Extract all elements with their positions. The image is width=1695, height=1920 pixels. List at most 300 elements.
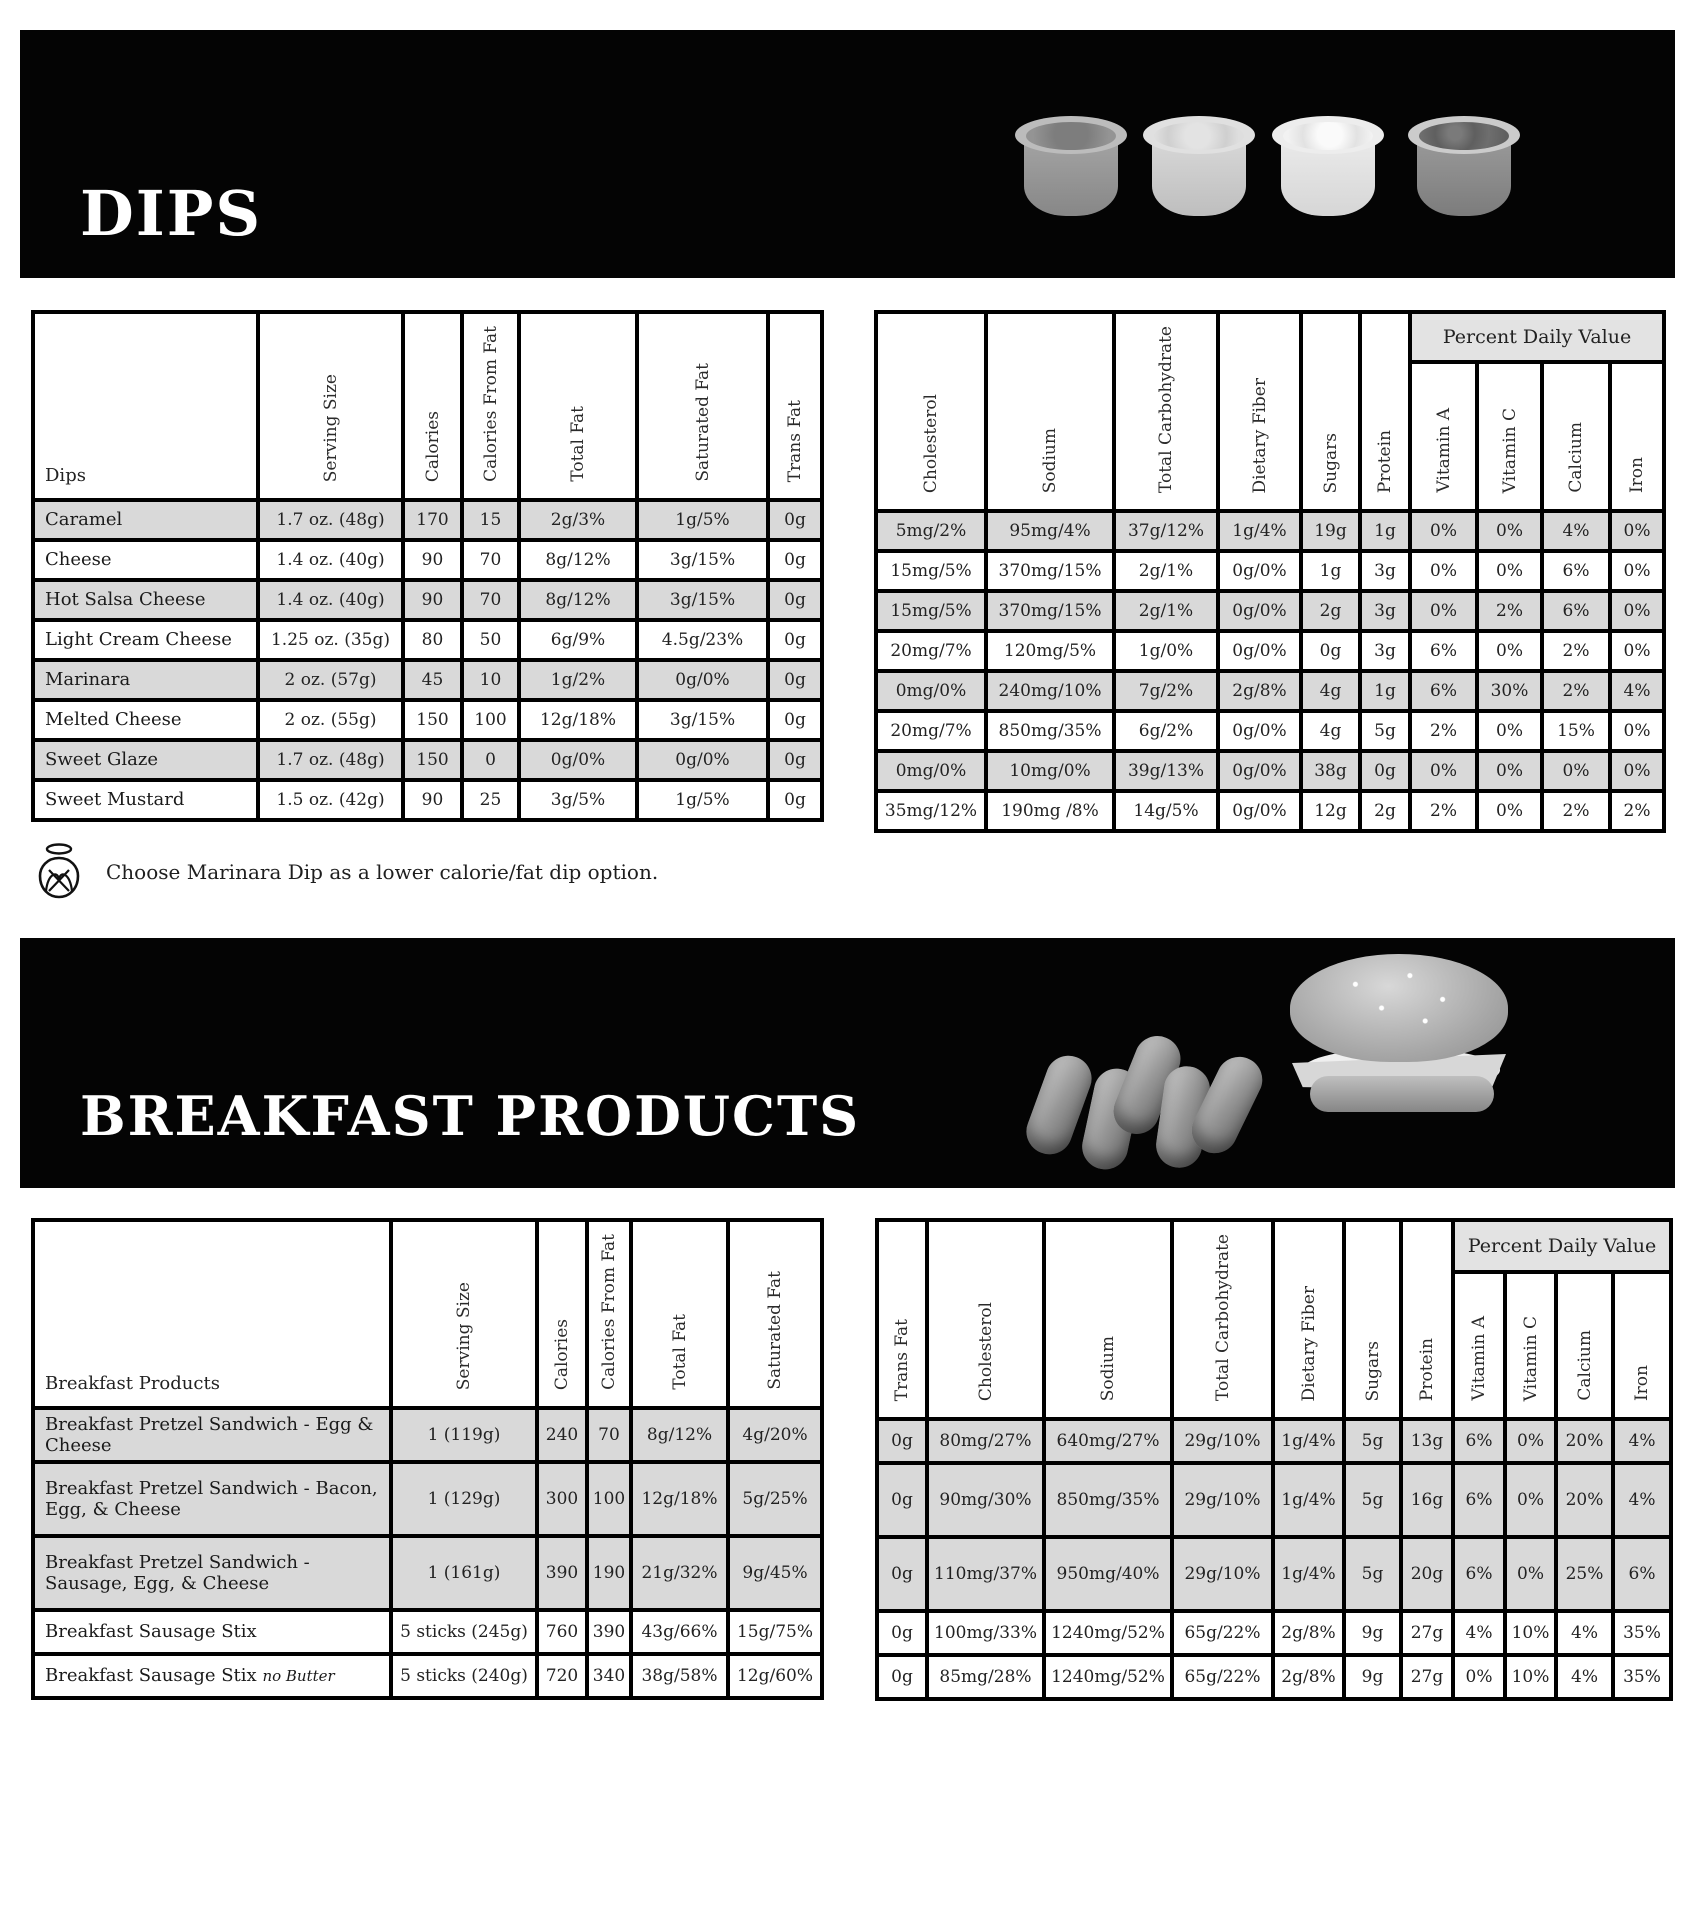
value-cell: 1g/0%: [1114, 631, 1218, 671]
value-cell: 6%: [1453, 1537, 1505, 1611]
breakfast-daily-values-table: [875, 1218, 1673, 1701]
sausage-stix-photo: [1036, 1034, 1304, 1164]
value-cell: 0mg/0%: [876, 671, 986, 711]
value-cell: 0%: [1477, 751, 1542, 791]
value-cell: 6%: [1613, 1537, 1671, 1611]
value-cell: 2g/8%: [1273, 1611, 1344, 1655]
value-cell: 20%: [1556, 1463, 1613, 1537]
value-cell: 1.4 oz. (40g): [258, 540, 403, 580]
value-cell: 150: [403, 700, 462, 740]
value-cell: 0%: [1610, 591, 1664, 631]
value-cell: 6%: [1453, 1463, 1505, 1537]
value-cell: 3g/15%: [637, 580, 768, 620]
value-cell: 3g: [1360, 591, 1410, 631]
value-cell: 3g/5%: [519, 780, 637, 820]
column-header-label: Calories From Fat: [480, 326, 501, 482]
product-name: Breakfast Pretzel Sandwich - Bacon, Egg, & Cheese: [45, 1477, 378, 1520]
value-cell: 0: [462, 740, 519, 780]
column-header: [1401, 1220, 1453, 1419]
value-cell: 0%: [1410, 551, 1477, 591]
table-row: [33, 1536, 822, 1610]
value-cell: 850mg/35%: [986, 711, 1114, 751]
value-cell: 25: [462, 780, 519, 820]
value-cell: 1 (161g): [391, 1536, 537, 1610]
value-cell: 0%: [1477, 791, 1542, 831]
table-row: [876, 511, 1664, 551]
value-cell: 0%: [1610, 711, 1664, 751]
table-row: [33, 780, 822, 820]
table-row: [33, 540, 822, 580]
value-cell: 30%: [1477, 671, 1542, 711]
column-header-label: Calories: [422, 410, 443, 482]
value-cell: 2g: [1301, 591, 1360, 631]
value-cell: 0g: [877, 1463, 927, 1537]
column-header-label: Dietary Fiber: [1249, 377, 1270, 494]
value-cell: 0g: [768, 580, 822, 620]
value-cell: 38g/58%: [631, 1654, 728, 1698]
column-header-label: Total Carbohydrate: [1156, 326, 1176, 494]
value-cell: 4%: [1613, 1463, 1671, 1537]
value-cell: 27g: [1401, 1655, 1453, 1699]
value-cell: 9g: [1344, 1611, 1401, 1655]
cream-dip-cup-photo: [1272, 100, 1384, 222]
value-cell: 0mg/0%: [876, 751, 986, 791]
value-cell: 2%: [1542, 631, 1610, 671]
value-cell: 19g: [1301, 511, 1360, 551]
table-row: [877, 1537, 1671, 1611]
product-name: Marinara: [45, 669, 131, 691]
breakfast-left-table: [31, 1218, 824, 1700]
value-cell: 15mg/5%: [876, 591, 986, 631]
value-cell: 0g/0%: [1218, 751, 1301, 791]
value-cell: 390: [537, 1536, 587, 1610]
value-cell: 8g/12%: [519, 540, 637, 580]
value-cell: 4.5g/23%: [637, 620, 768, 660]
value-cell: 0g: [1360, 751, 1410, 791]
value-cell: 110mg/37%: [927, 1537, 1044, 1611]
value-cell: 4%: [1542, 511, 1610, 551]
value-cell: 15mg/5%: [876, 551, 986, 591]
value-cell: 95mg/4%: [986, 511, 1114, 551]
caramel-dip-cup-photo: [1015, 100, 1127, 222]
table-row: [877, 1611, 1671, 1655]
pretzel-sandwich-photo: [1282, 954, 1526, 1116]
column-header-label: Trans Fat: [785, 399, 805, 482]
value-cell: 4%: [1613, 1419, 1671, 1463]
value-cell: 15: [462, 500, 519, 540]
value-cell: 0g: [768, 780, 822, 820]
value-cell: 300: [537, 1462, 587, 1536]
value-cell: 5mg/2%: [876, 511, 986, 551]
value-cell: 370mg/15%: [986, 551, 1114, 591]
table-row: [33, 1408, 822, 1462]
value-cell: 35%: [1613, 1611, 1671, 1655]
column-header: [1273, 1220, 1344, 1419]
column-header: [1044, 1220, 1172, 1419]
value-cell: 50: [462, 620, 519, 660]
sandwich-top-bun: [1290, 954, 1508, 1062]
value-cell: 390: [587, 1610, 631, 1654]
column-header: [519, 312, 637, 500]
percent-daily-value-header: Percent Daily Value: [1410, 312, 1664, 362]
value-cell: 1.7 oz. (48g): [258, 500, 403, 540]
value-cell: 3g: [1360, 631, 1410, 671]
value-cell: 1.4 oz. (40g): [258, 580, 403, 620]
value-cell: 25%: [1556, 1537, 1613, 1611]
value-cell: 5 sticks (245g): [391, 1610, 537, 1654]
value-cell: 43g/66%: [631, 1610, 728, 1654]
value-cell: 1g/4%: [1273, 1419, 1344, 1463]
column-header-label: Total Fat: [568, 406, 588, 482]
column-header-label: Vitamin C: [1499, 407, 1520, 494]
value-cell: 760: [537, 1610, 587, 1654]
value-cell: 4%: [1556, 1611, 1613, 1655]
value-cell: 0%: [1477, 711, 1542, 751]
product-name: Breakfast Sausage Stix: [45, 1621, 257, 1643]
value-cell: 7g/2%: [1114, 671, 1218, 711]
value-cell: 0g/0%: [1218, 791, 1301, 831]
column-header: [1360, 312, 1410, 511]
value-cell: 35%: [1613, 1655, 1671, 1699]
product-name-cell: [33, 540, 258, 580]
dips-right-table: [874, 310, 1666, 833]
value-cell: 190: [587, 1536, 631, 1610]
value-cell: 5g: [1360, 711, 1410, 751]
value-cell: 640mg/27%: [1044, 1419, 1172, 1463]
column-header-label: Iron: [1627, 457, 1648, 494]
column-header-label: Protein: [1417, 1337, 1437, 1402]
breakfast-right-table: [875, 1218, 1673, 1701]
column-header-label: Serving Size: [454, 1281, 474, 1390]
value-cell: 21g/32%: [631, 1536, 728, 1610]
value-cell: 1g/4%: [1273, 1537, 1344, 1611]
product-name-cell: [33, 1610, 391, 1654]
column-header-label: Calories From Fat: [599, 1234, 619, 1390]
value-cell: 0g: [768, 700, 822, 740]
dips-section-banner: [20, 30, 1675, 278]
value-cell: 4%: [1610, 671, 1664, 711]
value-cell: 20g: [1401, 1537, 1453, 1611]
value-cell: 9g: [1344, 1655, 1401, 1699]
table-corner-label: Dips: [33, 312, 258, 500]
value-cell: 1.5 oz. (42g): [258, 780, 403, 820]
product-name-cell: [33, 620, 258, 660]
product-name-cell: [33, 1408, 391, 1462]
dips-daily-values-table: [874, 310, 1666, 833]
sandwich-bottom-bun: [1310, 1076, 1494, 1112]
column-header: [1505, 1272, 1556, 1419]
value-cell: 39g/13%: [1114, 751, 1218, 791]
column-header: [986, 312, 1114, 511]
value-cell: 0%: [1410, 751, 1477, 791]
value-cell: 27g: [1401, 1611, 1453, 1655]
value-cell: 0%: [1610, 551, 1664, 591]
column-header-label: Protein: [1375, 429, 1395, 494]
column-header-label: Cholesterol: [975, 1301, 996, 1402]
value-cell: 1 (119g): [391, 1408, 537, 1462]
table-row: [876, 631, 1664, 671]
value-cell: 150: [403, 740, 462, 780]
value-cell: 6%: [1542, 591, 1610, 631]
dip-cup-contents: [1419, 122, 1509, 150]
value-cell: 240mg/10%: [986, 671, 1114, 711]
value-cell: 720: [537, 1654, 587, 1698]
value-cell: 2g/8%: [1273, 1655, 1344, 1699]
value-cell: 6%: [1542, 551, 1610, 591]
column-header: [1172, 1220, 1273, 1419]
column-header: [1477, 362, 1542, 511]
table-row: [877, 1463, 1671, 1537]
value-cell: 0%: [1610, 511, 1664, 551]
product-name-cell: [33, 1536, 391, 1610]
value-cell: 0g: [768, 740, 822, 780]
dip-cup-contents: [1154, 122, 1244, 150]
value-cell: 1g/5%: [637, 500, 768, 540]
value-cell: 0g/0%: [637, 660, 768, 700]
column-header-label: Total Carbohydrate: [1212, 1234, 1233, 1402]
value-cell: 850mg/35%: [1044, 1463, 1172, 1537]
value-cell: 2%: [1477, 591, 1542, 631]
product-name: Caramel: [45, 509, 123, 531]
table-row: [877, 1419, 1671, 1463]
value-cell: 10%: [1505, 1611, 1556, 1655]
value-cell: 2g/1%: [1114, 591, 1218, 631]
value-cell: 1g/4%: [1218, 511, 1301, 551]
value-cell: 0%: [1505, 1463, 1556, 1537]
column-header: [1613, 1272, 1671, 1419]
value-cell: 2g/8%: [1218, 671, 1301, 711]
value-cell: 1g/4%: [1273, 1463, 1344, 1537]
product-name: Sweet Glaze: [45, 749, 159, 771]
value-cell: 0g/0%: [1218, 631, 1301, 671]
product-name-cell: [33, 660, 258, 700]
product-name: Sweet Mustard: [45, 789, 185, 811]
product-name-suffix: no Butter: [262, 1667, 335, 1686]
value-cell: 6g/2%: [1114, 711, 1218, 751]
column-header: [768, 312, 822, 500]
value-cell: 1.7 oz. (48g): [258, 740, 403, 780]
value-cell: 12g/60%: [728, 1654, 822, 1698]
value-cell: 4%: [1556, 1655, 1613, 1699]
value-cell: 0g/0%: [1218, 551, 1301, 591]
value-cell: 2%: [1410, 791, 1477, 831]
product-name: Melted Cheese: [45, 709, 182, 731]
table-row: [33, 740, 822, 780]
column-header-label: Serving Size: [320, 373, 341, 482]
value-cell: 6%: [1410, 631, 1477, 671]
column-header-label: Iron: [1632, 1365, 1653, 1402]
value-cell: 0g: [768, 540, 822, 580]
column-header: [1610, 362, 1664, 511]
column-header: [1453, 1272, 1505, 1419]
column-header-label: Dietary Fiber: [1298, 1285, 1319, 1402]
value-cell: 45: [403, 660, 462, 700]
value-cell: 1g: [1360, 671, 1410, 711]
column-header: [877, 1220, 927, 1419]
value-cell: 10: [462, 660, 519, 700]
dips-section-title: DIPS: [80, 177, 263, 250]
column-header: [637, 312, 768, 500]
product-name: Cheese: [45, 549, 112, 571]
value-cell: 6g/9%: [519, 620, 637, 660]
value-cell: 3g/15%: [637, 700, 768, 740]
table-row: [877, 1655, 1671, 1699]
column-header-label: Vitamin A: [1469, 1316, 1489, 1402]
value-cell: 8g/12%: [519, 580, 637, 620]
value-cell: 90mg/30%: [927, 1463, 1044, 1537]
value-cell: 0g: [1301, 631, 1360, 671]
value-cell: 240: [537, 1408, 587, 1462]
table-row: [33, 1610, 822, 1654]
value-cell: 4g: [1301, 711, 1360, 751]
value-cell: 0%: [1477, 511, 1542, 551]
product-name-cell: [33, 1462, 391, 1536]
product-name-cell: [33, 580, 258, 620]
column-header-label: Calcium: [1566, 422, 1586, 494]
value-cell: 12g/18%: [631, 1462, 728, 1536]
table-row: [876, 551, 1664, 591]
column-header-label: Saturated Fat: [692, 363, 713, 482]
value-cell: 0%: [1453, 1655, 1505, 1699]
product-name: Light Cream Cheese: [45, 629, 232, 651]
value-cell: 3g: [1360, 551, 1410, 591]
column-header-label: Sugars: [1362, 1340, 1383, 1402]
value-cell: 0%: [1610, 751, 1664, 791]
value-cell: 12g/18%: [519, 700, 637, 740]
salsa-dip-cup-photo: [1408, 100, 1520, 222]
column-header: [1410, 362, 1477, 511]
column-header: [391, 1220, 537, 1408]
value-cell: 1240mg/52%: [1044, 1655, 1172, 1699]
value-cell: 0g/0%: [1218, 591, 1301, 631]
value-cell: 0%: [1505, 1537, 1556, 1611]
value-cell: 20mg/7%: [876, 711, 986, 751]
value-cell: 5 sticks (240g): [391, 1654, 537, 1698]
value-cell: 80: [403, 620, 462, 660]
value-cell: 85mg/28%: [927, 1655, 1044, 1699]
value-cell: 0g: [768, 500, 822, 540]
breakfast-section-title: BREAKFAST PRODUCTS: [80, 1084, 861, 1148]
value-cell: 29g/10%: [1172, 1463, 1273, 1537]
column-header-label: Vitamin C: [1520, 1315, 1541, 1402]
value-cell: 2g/3%: [519, 500, 637, 540]
value-cell: 1.25 oz. (35g): [258, 620, 403, 660]
value-cell: 0g: [768, 660, 822, 700]
value-cell: 5g/25%: [728, 1462, 822, 1536]
value-cell: 8g/12%: [631, 1408, 728, 1462]
table-row: [33, 1654, 822, 1698]
column-header: [403, 312, 462, 500]
column-header: [258, 312, 403, 500]
value-cell: 0%: [1477, 631, 1542, 671]
value-cell: 80mg/27%: [927, 1419, 1044, 1463]
column-header-label: Trans Fat: [892, 1318, 912, 1402]
value-cell: 0g: [877, 1537, 927, 1611]
column-header-label: Sodium: [1040, 427, 1060, 494]
dip-cup-contents: [1026, 122, 1116, 150]
value-cell: 15g/75%: [728, 1610, 822, 1654]
column-header: [1114, 312, 1218, 511]
column-header-label: Vitamin A: [1433, 408, 1454, 494]
value-cell: 15%: [1542, 711, 1610, 751]
dip-cup-contents: [1283, 122, 1373, 150]
table-row: [876, 751, 1664, 791]
value-cell: 37g/12%: [1114, 511, 1218, 551]
product-name-cell: [33, 1654, 391, 1698]
value-cell: 2g/1%: [1114, 551, 1218, 591]
table-row: [876, 711, 1664, 751]
column-header: [1344, 1220, 1401, 1419]
value-cell: 20mg/7%: [876, 631, 986, 671]
column-header: [927, 1220, 1044, 1419]
value-cell: 370mg/15%: [986, 591, 1114, 631]
value-cell: 16g: [1401, 1463, 1453, 1537]
product-name: Breakfast Pretzel Sandwich - Egg & Cheese: [45, 1413, 374, 1456]
value-cell: 5g: [1344, 1419, 1401, 1463]
value-cell: 70: [462, 580, 519, 620]
value-cell: 4g/20%: [728, 1408, 822, 1462]
value-cell: 2 oz. (57g): [258, 660, 403, 700]
value-cell: 6%: [1453, 1419, 1505, 1463]
column-header: [876, 312, 986, 511]
column-header: [728, 1220, 822, 1408]
value-cell: 100mg/33%: [927, 1611, 1044, 1655]
value-cell: 340: [587, 1654, 631, 1698]
table-row: [33, 620, 822, 660]
table-row: [33, 500, 822, 540]
column-header: [537, 1220, 587, 1408]
value-cell: 13g: [1401, 1419, 1453, 1463]
percent-daily-value-header: Percent Daily Value: [1453, 1220, 1671, 1272]
table-row: [876, 791, 1664, 831]
value-cell: 170: [403, 500, 462, 540]
pretzel-angel-icon: [36, 842, 82, 902]
value-cell: 0g/0%: [1218, 711, 1301, 751]
value-cell: 70: [587, 1408, 631, 1462]
value-cell: 3g/15%: [637, 540, 768, 580]
column-header: [462, 312, 519, 500]
column-header: [587, 1220, 631, 1408]
column-header-label: Sodium: [1098, 1335, 1118, 1402]
value-cell: 0g: [877, 1419, 927, 1463]
value-cell: 20%: [1556, 1419, 1613, 1463]
value-cell: 2 oz. (55g): [258, 700, 403, 740]
value-cell: 190mg /8%: [986, 791, 1114, 831]
column-header: [631, 1220, 728, 1408]
column-header: [1542, 362, 1610, 511]
value-cell: 9g/45%: [728, 1536, 822, 1610]
value-cell: 2%: [1410, 711, 1477, 751]
value-cell: 0g/0%: [519, 740, 637, 780]
column-header: [1556, 1272, 1613, 1419]
product-name-cell: [33, 740, 258, 780]
table-row: [33, 700, 822, 740]
product-name-cell: [33, 500, 258, 540]
value-cell: 1240mg/52%: [1044, 1611, 1172, 1655]
column-header-label: Saturated Fat: [765, 1271, 785, 1390]
product-name-cell: [33, 780, 258, 820]
value-cell: 70: [462, 540, 519, 580]
value-cell: 5g: [1344, 1537, 1401, 1611]
product-name-cell: [33, 700, 258, 740]
value-cell: 1g/5%: [637, 780, 768, 820]
value-cell: 90: [403, 540, 462, 580]
value-cell: 2%: [1610, 791, 1664, 831]
breakfast-nutrition-table: [31, 1218, 824, 1700]
value-cell: 4g: [1301, 671, 1360, 711]
column-header-label: Cholesterol: [921, 393, 941, 494]
value-cell: 29g/10%: [1172, 1537, 1273, 1611]
